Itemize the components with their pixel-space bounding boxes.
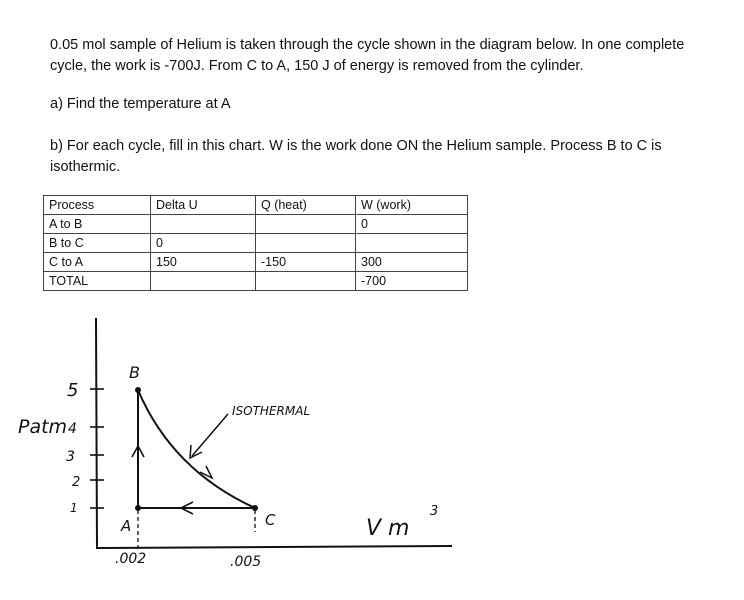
y-tick-1: 1	[70, 501, 78, 515]
header-heat: Q (heat)	[256, 196, 356, 215]
annotation-arrow	[192, 414, 228, 456]
cell-delta-u	[151, 272, 256, 291]
cell-heat	[256, 215, 356, 234]
chart-header-row	[44, 196, 468, 215]
y-axis-label: Patm	[18, 416, 68, 438]
x-tick-005: .005	[230, 554, 262, 570]
table-row	[44, 215, 468, 234]
cell-delta-u	[151, 215, 256, 234]
x-unit-exponent: 3	[430, 504, 439, 519]
cell-process: A to B	[44, 215, 151, 234]
table-row	[44, 272, 468, 291]
table-row	[44, 234, 468, 253]
point-c-label: C	[265, 511, 276, 529]
process-chart	[43, 195, 468, 291]
point-a-label: A	[121, 517, 132, 535]
curve-label: ISOTHERMAL	[232, 404, 311, 418]
y-tick-2: 2	[72, 475, 81, 490]
y-tick-4: 4	[68, 421, 77, 437]
y-tick-3: 3	[66, 449, 75, 465]
cell-heat	[256, 234, 356, 253]
part-a-question: a) Find the temperature at A	[50, 96, 231, 112]
header-process: Process	[44, 196, 151, 215]
cell-work: 300	[356, 253, 468, 272]
header-delta-u: Delta U	[151, 196, 256, 215]
cell-work	[356, 234, 468, 253]
header-work: W (work)	[356, 196, 468, 215]
y-tick-5: 5	[67, 380, 79, 401]
problem-intro: 0.05 mol sample of Helium is taken through the cycle shown in the diagram below. In one complete cycle, the work is -700J. From C to A, 150 J of energy is removed from the cylinder.	[50, 37, 685, 74]
cell-process: B to C	[44, 234, 151, 253]
cell-work: 0	[356, 215, 468, 234]
pv-diagram	[0, 300, 744, 600]
cell-delta-u: 150	[151, 253, 256, 272]
point-b-dot	[135, 387, 141, 393]
point-b-label: B	[129, 363, 140, 382]
cell-heat: -150	[256, 253, 356, 272]
part-b-question: b) For each cycle, fill in this chart. W is the work done ON the Helium sample. Process B to C is isothermic.	[50, 138, 662, 175]
table-row	[44, 253, 468, 272]
cell-work: -700	[356, 272, 468, 291]
cell-heat	[256, 272, 356, 291]
cell-process: C to A	[44, 253, 151, 272]
cell-delta-u: 0	[151, 234, 256, 253]
cell-process: TOTAL	[44, 272, 151, 291]
x-axis-label: V m	[366, 516, 410, 541]
x-tick-002: .002	[115, 551, 147, 567]
